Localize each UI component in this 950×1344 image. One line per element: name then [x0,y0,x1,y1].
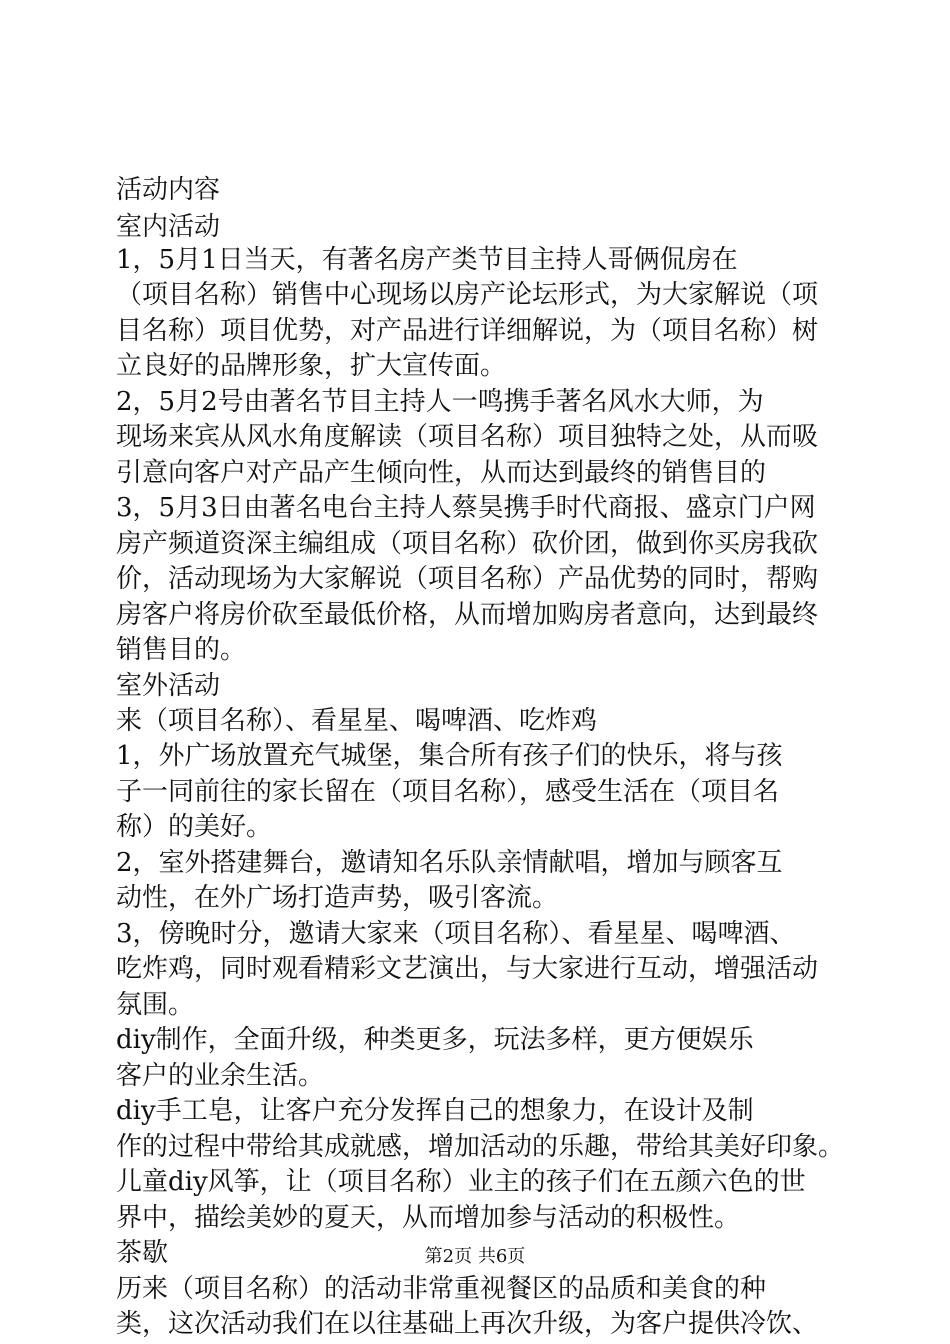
text-line: 室外活动 [116,671,221,701]
text-line: 氛围。 [116,990,195,1020]
text-line: 2，室外搭建舞台，邀请知名乐队亲情献唱，增加与顾客互 [116,848,783,878]
text-line: 引意向客户对产品产生倾向性，从而达到最终的销售目的 [116,458,767,488]
text-line: 类，这次活动我们在以往基础上再次升级，为客户提供冷饮、 [116,1309,819,1339]
text-line: （项目名称）销售中心现场以房产论坛形式，为大家解说（项 [116,280,819,310]
text-line: 立良好的品牌形象，扩大宣传面。 [116,351,507,381]
text-line: 房客户将房价砍至最低价格，从而增加购房者意向，达到最终 [116,600,819,630]
text-line: diy手工皂，让客户充分发挥自己的想象力，在设计及制 [116,1096,754,1126]
text-line: 子一同前往的家长留在（项目名称），感受生活在（项目名 [116,777,780,807]
text-line: 销售目的。 [116,635,247,665]
text-line: 价，活动现场为大家解说（项目名称）产品优势的同时，帮购 [116,564,819,594]
text-line: 2，5月2号由著名节目主持人一鸣携手著名风水大师，为 [116,387,764,417]
text-line: 界中，描绘美妙的夏天，从而增加参与活动的积极性。 [116,1203,741,1233]
text-line: 3，傍晚时分，邀请大家来（项目名称）、看星星、喝啤酒、 [116,919,796,949]
text-line: 室内活动 [116,212,221,242]
text-line: 称）的美好。 [116,812,273,842]
text-line: 活动内容 [116,175,221,205]
text-line: 茶歇 [116,1238,169,1268]
text-line: 1，5月1日当天，有著名房产类节目主持人哥俩侃房在 [116,245,738,275]
text-line: 历来（项目名称）的活动非常重视餐区的品质和美食的种 [116,1274,767,1304]
text-line: 目名称）项目优势，对产品进行详细解说，为（项目名称）树 [116,316,819,346]
text-line: 房产频道资深主编组成（项目名称）砍价团，做到你买房我砍 [116,529,819,559]
text-line: 3，5月3日由著名电台主持人蔡昊携手时代商报、盛京门户网 [116,493,816,523]
text-line: 动性，在外广场打造声势，吸引客流。 [116,883,559,913]
text-line: 吃炸鸡，同时观看精彩文艺演出，与大家进行互动，增强活动 [116,954,819,984]
text-line: 1，外广场放置充气城堡，集合所有孩子们的快乐，将与孩 [116,741,783,771]
text-line: 儿童diy风筝，让（项目名称）业主的孩子们在五颜六色的世 [116,1167,806,1197]
text-line: 作的过程中带给其成就感，增加活动的乐趣，带给其美好印象。 [116,1132,845,1162]
text-line: 来（项目名称）、看星星、喝啤酒、吃炸鸡 [116,706,598,736]
page-number-footer: 第2页 共6页 [424,1246,526,1267]
text-line: 客户的业余生活。 [116,1061,325,1091]
text-line: 现场来宾从风水角度解读（项目名称）项目独特之处，从而吸 [116,422,819,452]
text-line: diy制作，全面升级，种类更多，玩法多样，更方便娱乐 [116,1025,754,1055]
